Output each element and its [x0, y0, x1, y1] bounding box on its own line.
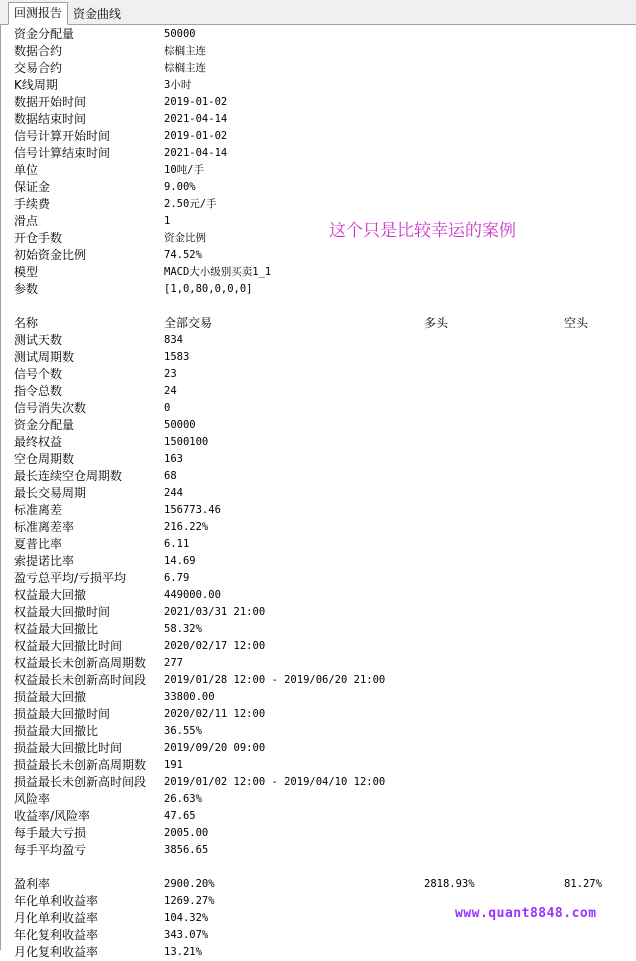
config-value: 2.50元/手: [164, 198, 217, 210]
return-value-all: 1269.27%: [164, 895, 215, 907]
table-row: [1, 638, 636, 655]
table-row: [1, 655, 636, 672]
stat-label: 权益最大回撤比时间: [14, 639, 123, 653]
table-row: [1, 383, 636, 400]
config-value: 9.00%: [164, 181, 196, 193]
config-label: 滑点: [14, 214, 39, 228]
config-row: [1, 128, 636, 145]
config-row: [1, 77, 636, 94]
config-label: 保证金: [14, 180, 51, 194]
config-row: [1, 247, 636, 264]
stat-value-all: 33800.00: [164, 691, 215, 703]
table-row: [1, 774, 636, 791]
stat-label: 夏普比率: [14, 537, 63, 551]
config-row: [1, 43, 636, 60]
config-value: 3小时: [164, 79, 192, 91]
stat-label: 风险率: [14, 792, 51, 806]
stat-value-all: 2005.00: [164, 827, 209, 839]
return-value-all: 13.21%: [164, 946, 202, 958]
stat-label: 损益最长未创新高周期数: [14, 758, 147, 772]
stat-value-all: 36.55%: [164, 725, 202, 737]
table-row: [1, 876, 636, 893]
table-row: [1, 621, 636, 638]
table-row: [1, 502, 636, 519]
config-label: 开仓手数: [14, 231, 63, 245]
return-label: 月化复利收益率: [14, 945, 99, 959]
stat-label: 损益最大回撤: [14, 690, 87, 704]
config-value: 2019-01-02: [164, 130, 228, 142]
config-row: [1, 196, 636, 213]
config-label: 信号计算结束时间: [14, 146, 111, 160]
stat-value-all: 277: [164, 657, 183, 669]
config-row: [1, 26, 636, 43]
stat-label: 损益最大回撤比时间: [14, 741, 123, 755]
config-label: 交易合约: [14, 61, 63, 75]
annotation-text: 这个只是比较幸运的案例: [329, 221, 516, 241]
config-label: 初始资金比例: [14, 248, 87, 262]
stat-value-all: 2019/01/02 12:00 - 2019/04/10 12:00: [164, 776, 386, 788]
config-row: [1, 111, 636, 128]
stat-label: 权益最长未创新高时间段: [14, 673, 147, 687]
column-header-all: 全部交易: [164, 316, 213, 330]
table-row: [1, 944, 636, 961]
stat-value-all: 1500100: [164, 436, 209, 448]
stat-label: 收益率/风险率: [14, 809, 91, 823]
stat-value-all: 163: [164, 453, 183, 465]
table-row: [1, 604, 636, 621]
stat-value-all: 26.63%: [164, 793, 202, 805]
tab-equity-curve[interactable]: 资金曲线: [73, 7, 122, 21]
stat-label: 测试周期数: [14, 350, 75, 364]
return-label: 年化单利收益率: [14, 894, 99, 908]
return-value-short: 81.27%: [564, 878, 602, 890]
stat-value-all: 2019/01/28 12:00 - 2019/06/20 21:00: [164, 674, 386, 686]
stat-label: 资金分配量: [14, 418, 75, 432]
table-row: [1, 468, 636, 485]
config-label: 数据结束时间: [14, 112, 87, 126]
stat-value-all: 2021/03/31 21:00: [164, 606, 266, 618]
stat-value-all: 2020/02/17 12:00: [164, 640, 266, 652]
stat-label: 损益最大回撤比: [14, 724, 99, 738]
config-row: [1, 264, 636, 281]
report-panel: [0, 25, 636, 959]
stat-value-all: 68: [164, 470, 177, 482]
stats-header-row: [1, 315, 636, 332]
stat-label: 最终权益: [14, 435, 63, 449]
config-label: 参数: [14, 282, 39, 296]
config-label: 模型: [14, 265, 39, 279]
stat-value-all: 244: [164, 487, 183, 499]
config-label: 数据开始时间: [14, 95, 87, 109]
stat-value-all: 2019/09/20 09:00: [164, 742, 266, 754]
config-label: K线周期: [14, 78, 58, 92]
config-label: 手续费: [14, 197, 51, 211]
table-row: [1, 366, 636, 383]
config-value: 2019-01-02: [164, 96, 228, 108]
return-label: 月化单利收益率: [14, 911, 99, 925]
stat-label: 标准离差: [14, 503, 63, 517]
column-header-name: 名称: [14, 316, 39, 330]
stat-value-all: 47.65: [164, 810, 196, 822]
config-value: 1: [164, 215, 171, 227]
config-row: [1, 145, 636, 162]
table-row: [1, 536, 636, 553]
watermark: www.quant8848.com: [455, 906, 597, 921]
config-row: [1, 230, 636, 247]
stat-label: 最长交易周期: [14, 486, 87, 500]
stat-label: 标准离差率: [14, 520, 75, 534]
table-row: [1, 842, 636, 859]
stat-label: 信号个数: [14, 367, 63, 381]
stat-value-all: 156773.46: [164, 504, 221, 516]
stat-label: 盈亏总平均/亏损平均: [14, 571, 127, 585]
stat-value-all: 3856.65: [164, 844, 209, 856]
config-label: 单位: [14, 163, 39, 177]
config-value: [1,0,80,0,0,0]: [164, 283, 253, 295]
config-row: [1, 213, 636, 230]
config-value: 棕榈主连: [164, 62, 206, 74]
return-label: 年化复利收益率: [14, 928, 99, 942]
stat-value-all: 216.22%: [164, 521, 209, 533]
config-row: [1, 281, 636, 298]
table-row: [1, 927, 636, 944]
stat-value-all: 1583: [164, 351, 190, 363]
stat-label: 权益最大回撤时间: [14, 605, 111, 619]
config-label: 资金分配量: [14, 27, 75, 41]
config-value: 资金比例: [164, 232, 206, 244]
table-row: [1, 519, 636, 536]
stat-label: 每手最大亏损: [14, 826, 87, 840]
config-value: 棕榈主连: [164, 45, 206, 57]
config-value: MACD大小级别买卖1_1: [164, 266, 272, 278]
stat-label: 权益最大回撤比: [14, 622, 99, 636]
table-row: [1, 434, 636, 451]
table-row: [1, 485, 636, 502]
stat-label: 权益最大回撤: [14, 588, 87, 602]
return-label: 盈利率: [14, 877, 51, 891]
table-row: [1, 553, 636, 570]
stat-value-all: 6.11: [164, 538, 190, 550]
table-row: [1, 672, 636, 689]
table-row: [1, 825, 636, 842]
table-row: [1, 451, 636, 468]
stat-value-all: 0: [164, 402, 171, 414]
stat-label: 最长连续空仓周期数: [14, 469, 123, 483]
stat-label: 信号消失次数: [14, 401, 87, 415]
config-value: 50000: [164, 28, 196, 40]
stat-value-all: 191: [164, 759, 183, 771]
config-label: 数据合约: [14, 44, 63, 58]
table-row: [1, 757, 636, 774]
return-value-long: 2818.93%: [424, 878, 475, 890]
tab-bar: [0, 0, 636, 25]
config-label: 信号计算开始时间: [14, 129, 111, 143]
table-row: [1, 570, 636, 587]
config-value: 2021-04-14: [164, 113, 228, 125]
stat-label: 每手平均盈亏: [14, 843, 87, 857]
config-row: [1, 60, 636, 77]
return-value-all: 2900.20%: [164, 878, 215, 890]
column-header-long: 多头: [424, 316, 449, 330]
config-value: 74.52%: [164, 249, 202, 261]
table-row: [1, 791, 636, 808]
return-value-all: 343.07%: [164, 929, 209, 941]
config-row: [1, 179, 636, 196]
table-row: [1, 417, 636, 434]
config-row: [1, 94, 636, 111]
table-row: [1, 808, 636, 825]
stat-value-all: 24: [164, 385, 177, 397]
table-row: [1, 349, 636, 366]
stat-value-all: 50000: [164, 419, 196, 431]
stat-label: 指令总数: [14, 384, 63, 398]
config-row: [1, 162, 636, 179]
column-header-short: 空头: [564, 316, 589, 330]
stat-label: 损益最大回撤时间: [14, 707, 111, 721]
config-value: 10吨/手: [164, 164, 204, 176]
stat-value-all: 834: [164, 334, 183, 346]
stat-value-all: 449000.00: [164, 589, 221, 601]
table-row: [1, 723, 636, 740]
table-row: [1, 706, 636, 723]
stat-label: 权益最长未创新高周期数: [14, 656, 147, 670]
stat-value-all: 6.79: [164, 572, 190, 584]
return-value-all: 104.32%: [164, 912, 209, 924]
stat-label: 索提诺比率: [14, 554, 75, 568]
table-row: [1, 587, 636, 604]
table-row: [1, 740, 636, 757]
table-row: [1, 400, 636, 417]
config-value: 2021-04-14: [164, 147, 228, 159]
stat-label: 损益最长未创新高时间段: [14, 775, 147, 789]
stat-value-all: 23: [164, 368, 177, 380]
stat-label: 测试天数: [14, 333, 63, 347]
stat-label: 空仓周期数: [14, 452, 75, 466]
stat-value-all: 2020/02/11 12:00: [164, 708, 266, 720]
tab-backtest-report[interactable]: 回测报告: [8, 2, 68, 25]
stat-value-all: 14.69: [164, 555, 196, 567]
table-row: [1, 332, 636, 349]
table-row: [1, 689, 636, 706]
stat-value-all: 58.32%: [164, 623, 202, 635]
